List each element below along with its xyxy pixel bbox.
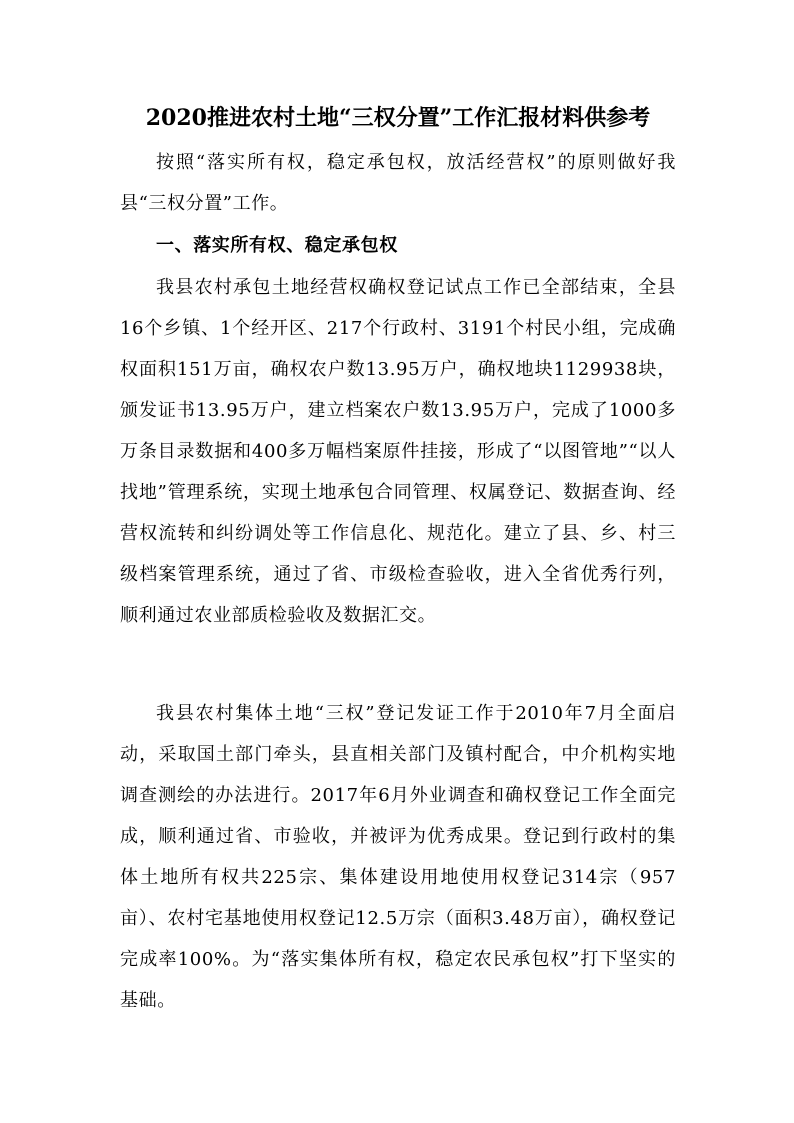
body-paragraph-1: 我县农村承包土地经营权确权登记试点工作已全部结束，全县16个乡镇、1个经开区、217个行政村、3191个村民小组，完成确权面积151万亩，确权农户数13.95万户，确权地块1129938块，颁发证书13.95万户，建立档案农户数13.95万户，完成了1000多万条目录数据和400多万幅档案原件挂接，形成了“以图管地”“以人找地”管理系统，实现土地承包合同管理、权属登记、数据查询、经营权流转和纠纷调处等工作信息化、规范化。建立了县、乡、村三级档案管理系统，通过了省、市级检查验收，进入全省优秀行列，顺利通过农业部质检验收及数据汇交。	[120, 277, 676, 626]
intro-paragraph: 按照“落实所有权，稳定承包权，放活经营权”的原则做好我县“三权分置”工作。	[120, 152, 676, 214]
document-title: 2020推进农村土地“三权分置”工作汇报材料供参考	[145, 105, 651, 131]
section-heading: 一、落实所有权、稳定承包权	[156, 235, 398, 256]
body-paragraph-2: 我县农村集体土地“三权”登记发证工作于2010年7月全面启动，采取国土部门牵头，县直相关部门及镇村配合，中介机构实地调查测绘的办法进行。2017年6月外业调查和确权登记工作全面完成，顺利通过省、市验收，并被评为优秀成果。登记到行政村的集体土地所有权共225宗、集体建设用地使用权登记314宗（957亩）、农村宅基地使用权登记12.5万宗（面积3.48万亩），确权登记完成率100%。为“落实集体所有权，稳定农民承包权”打下坚实的基础。	[120, 703, 676, 1011]
